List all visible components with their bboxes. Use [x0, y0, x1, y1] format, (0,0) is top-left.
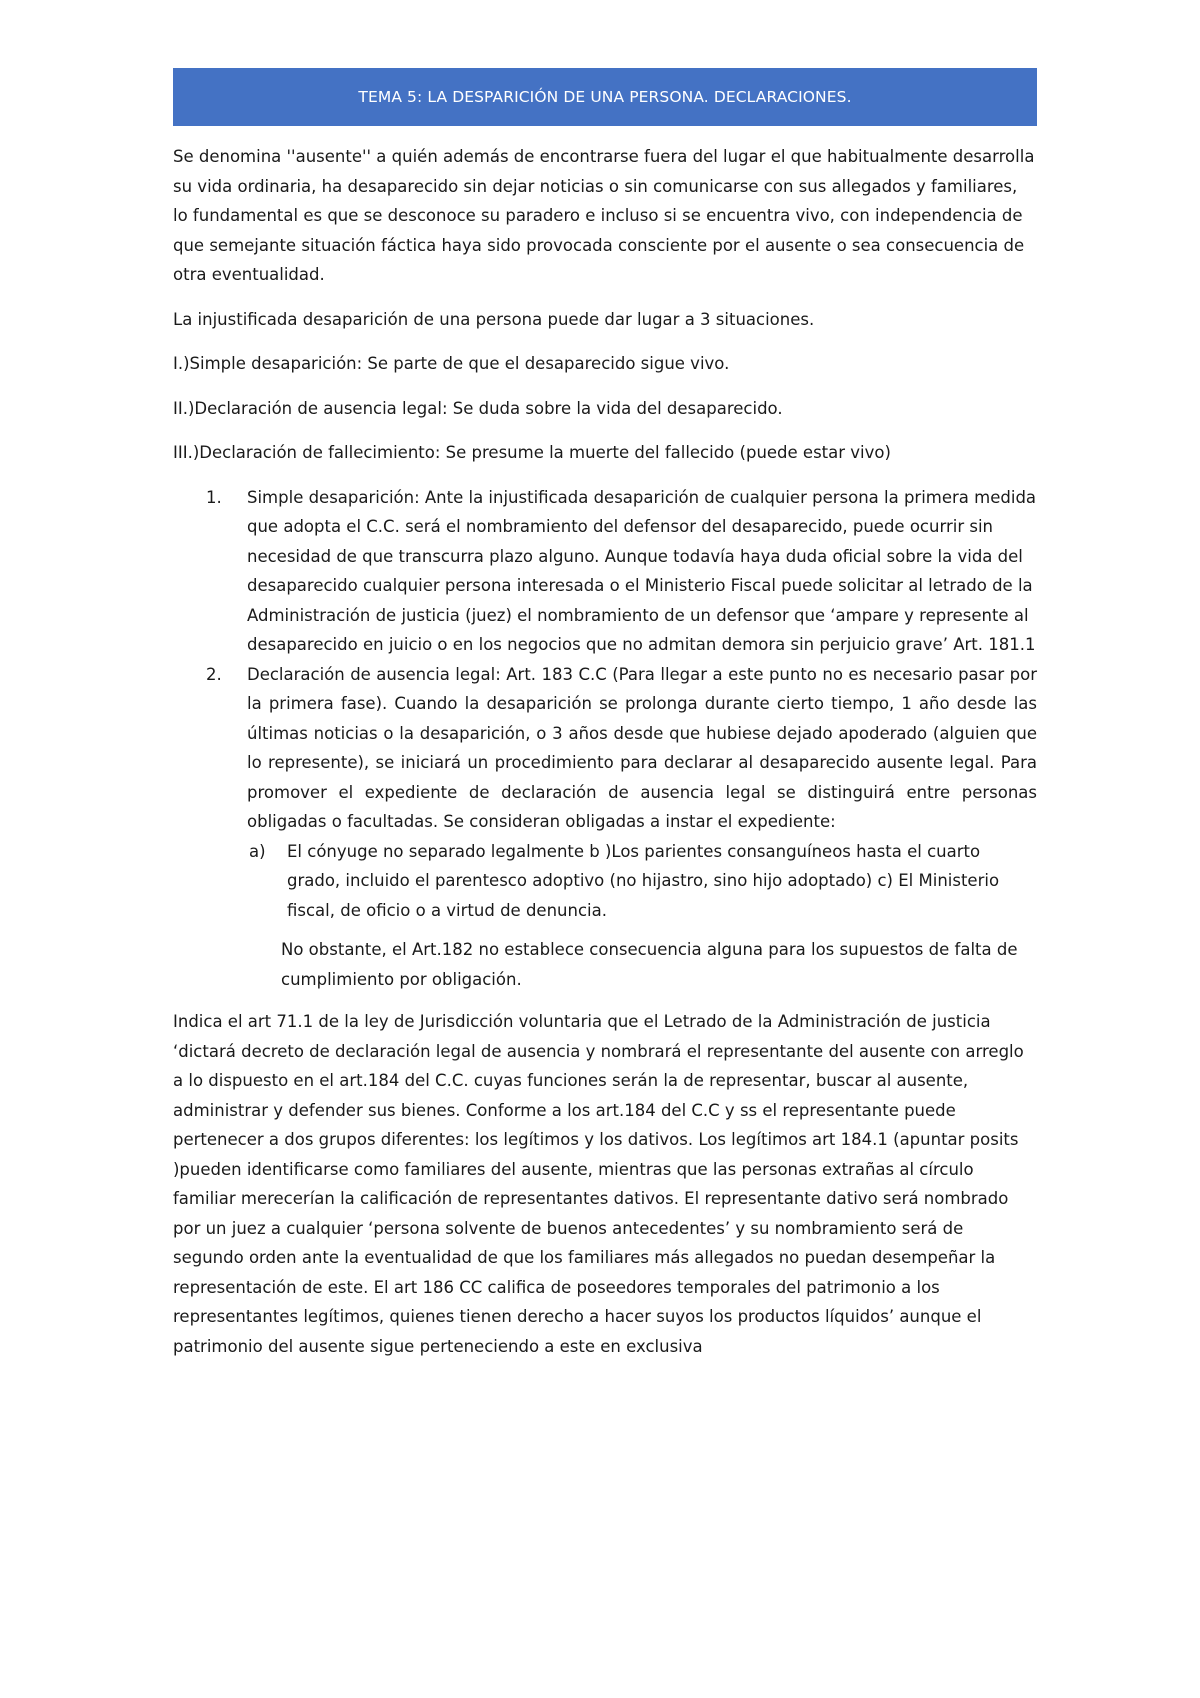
list-item-text: Simple desaparición: Ante la injustificada desaparición de cualquier persona la primera medida que adopta el C.C. será el nombramiento del defensor del desaparecido, puede ocurrir sin necesidad de que transcurra plazo alguno. Aunque todavía haya duda oficial sobre la vida del desaparecido cualquier persona interesada o el Ministerio Fiscal puede solicitar al letrado de la Administración de justicia (juez) el nombramiento de un defensor que ‘ampare y represente al desaparecido en juicio o en los negocios que no admitan demora sin perjuicio grave’ Art. 181.1 [247, 487, 1037, 654]
note-paragraph: No obstante, el Art.182 no establece consecuencia alguna para los supuestos de falta de cumplimiento por obligación. [281, 940, 1018, 989]
list-number: 1. [206, 487, 222, 507]
document-title: TEMA 5: LA DESPARICIÓN DE UNA PERSONA. DECLARACIONES. [358, 88, 852, 106]
situation-death: III.)Declaración de fallecimiento: Se presume la muerte del fallecido (puede estar vivo) [173, 443, 891, 462]
list-item-legal-absence [173, 660, 1037, 837]
intro-paragraph: Se denomina ''ausente'' a quién además de encontrarse fuera del lugar el que habitualmente desarrolla su vida ordinaria, ha desaparecido sin dejar noticias o sin comunicarse con sus allegados y familiares, lo fundamental es que se desconoce su paradero e incluso si se encuentra vivo, con independencia de que semejante situación fáctica haya sido provocada consciente por el ausente o sea consecuencia de otra eventualidad. [173, 147, 1035, 284]
situation-simple: I.)Simple desaparición: Se parte de que el desaparecido sigue vivo. [173, 354, 730, 373]
list-item-simple-disappearance [173, 483, 1037, 660]
sub-list-letter: a) [249, 841, 266, 861]
document-body [173, 142, 1037, 1361]
sub-list-item [247, 837, 1037, 926]
document-page [173, 68, 1037, 1361]
title-banner [173, 68, 1037, 126]
obligated-persons-list [173, 837, 1037, 926]
sub-list-text: El cónyuge no separado legalmente b )Los parientes consanguíneos hasta el cuarto grado, incluido el parentesco adoptivo (no hijastro, sino hijo adoptado) c) El Ministerio fiscal, de oficio o a virtud de denuncia. [287, 841, 1000, 920]
final-paragraph: Indica el art 71.1 de la ley de Jurisdicción voluntaria que el Letrado de la Administración de justicia ‘dictará decreto de declaración legal de ausencia y nombrará el representante del ausente con arreglo a lo dispuesto en el art.184 del C.C. cuyas funciones serán la de representar, buscar al ausente, administrar y defender sus bienes. Conforme a los art.184 del C.C y ss el representante puede pertenecer a dos grupos diferentes: los legítimos y los dativos. Los legítimos art 184.1 (apuntar posits )pueden identificarse como familiares del ausente, mientras que las personas extrañas al círculo familiar merecerían la calificación de representantes dativos. El representante dativo será nombrado por un juez a cualquier ‘persona solvente de buenos antecedentes’ y su nombramiento será de segundo orden ante la eventualidad de que los familiares más allegados no puedan desempeñar la representación de este. El art 186 CC califica de poseedores temporales del patrimonio a los representantes legítimos, quienes tienen derecho a hacer suyos los productos líquidos’ aunque el patrimonio del ausente sigue perteneciendo a este en exclusiva [173, 1012, 1024, 1356]
situations-paragraph: La injustificada desaparición de una persona puede dar lugar a 3 situaciones. [173, 309, 815, 329]
situation-absence: II.)Declaración de ausencia legal: Se duda sobre la vida del desaparecido. [173, 398, 783, 418]
list-number: 2. [206, 664, 222, 684]
list-item-text: Declaración de ausencia legal: Art. 183 C.C (Para llegar a este punto no es necesario pasar por la primera fase). Cuando la desaparición se prolonga durante cierto tiempo, 1 año desde las últimas noticias o la desaparición, o 3 años desde que hubiese dejado apoderado (alguien que lo represente), se iniciará un procedimiento para declarar al desaparecido ausente legal. Para promover el expediente de declaración de ausencia legal se distinguirá entre personas obligadas o facultadas. Se consideran obligadas a instar el expediente: [247, 664, 1037, 831]
